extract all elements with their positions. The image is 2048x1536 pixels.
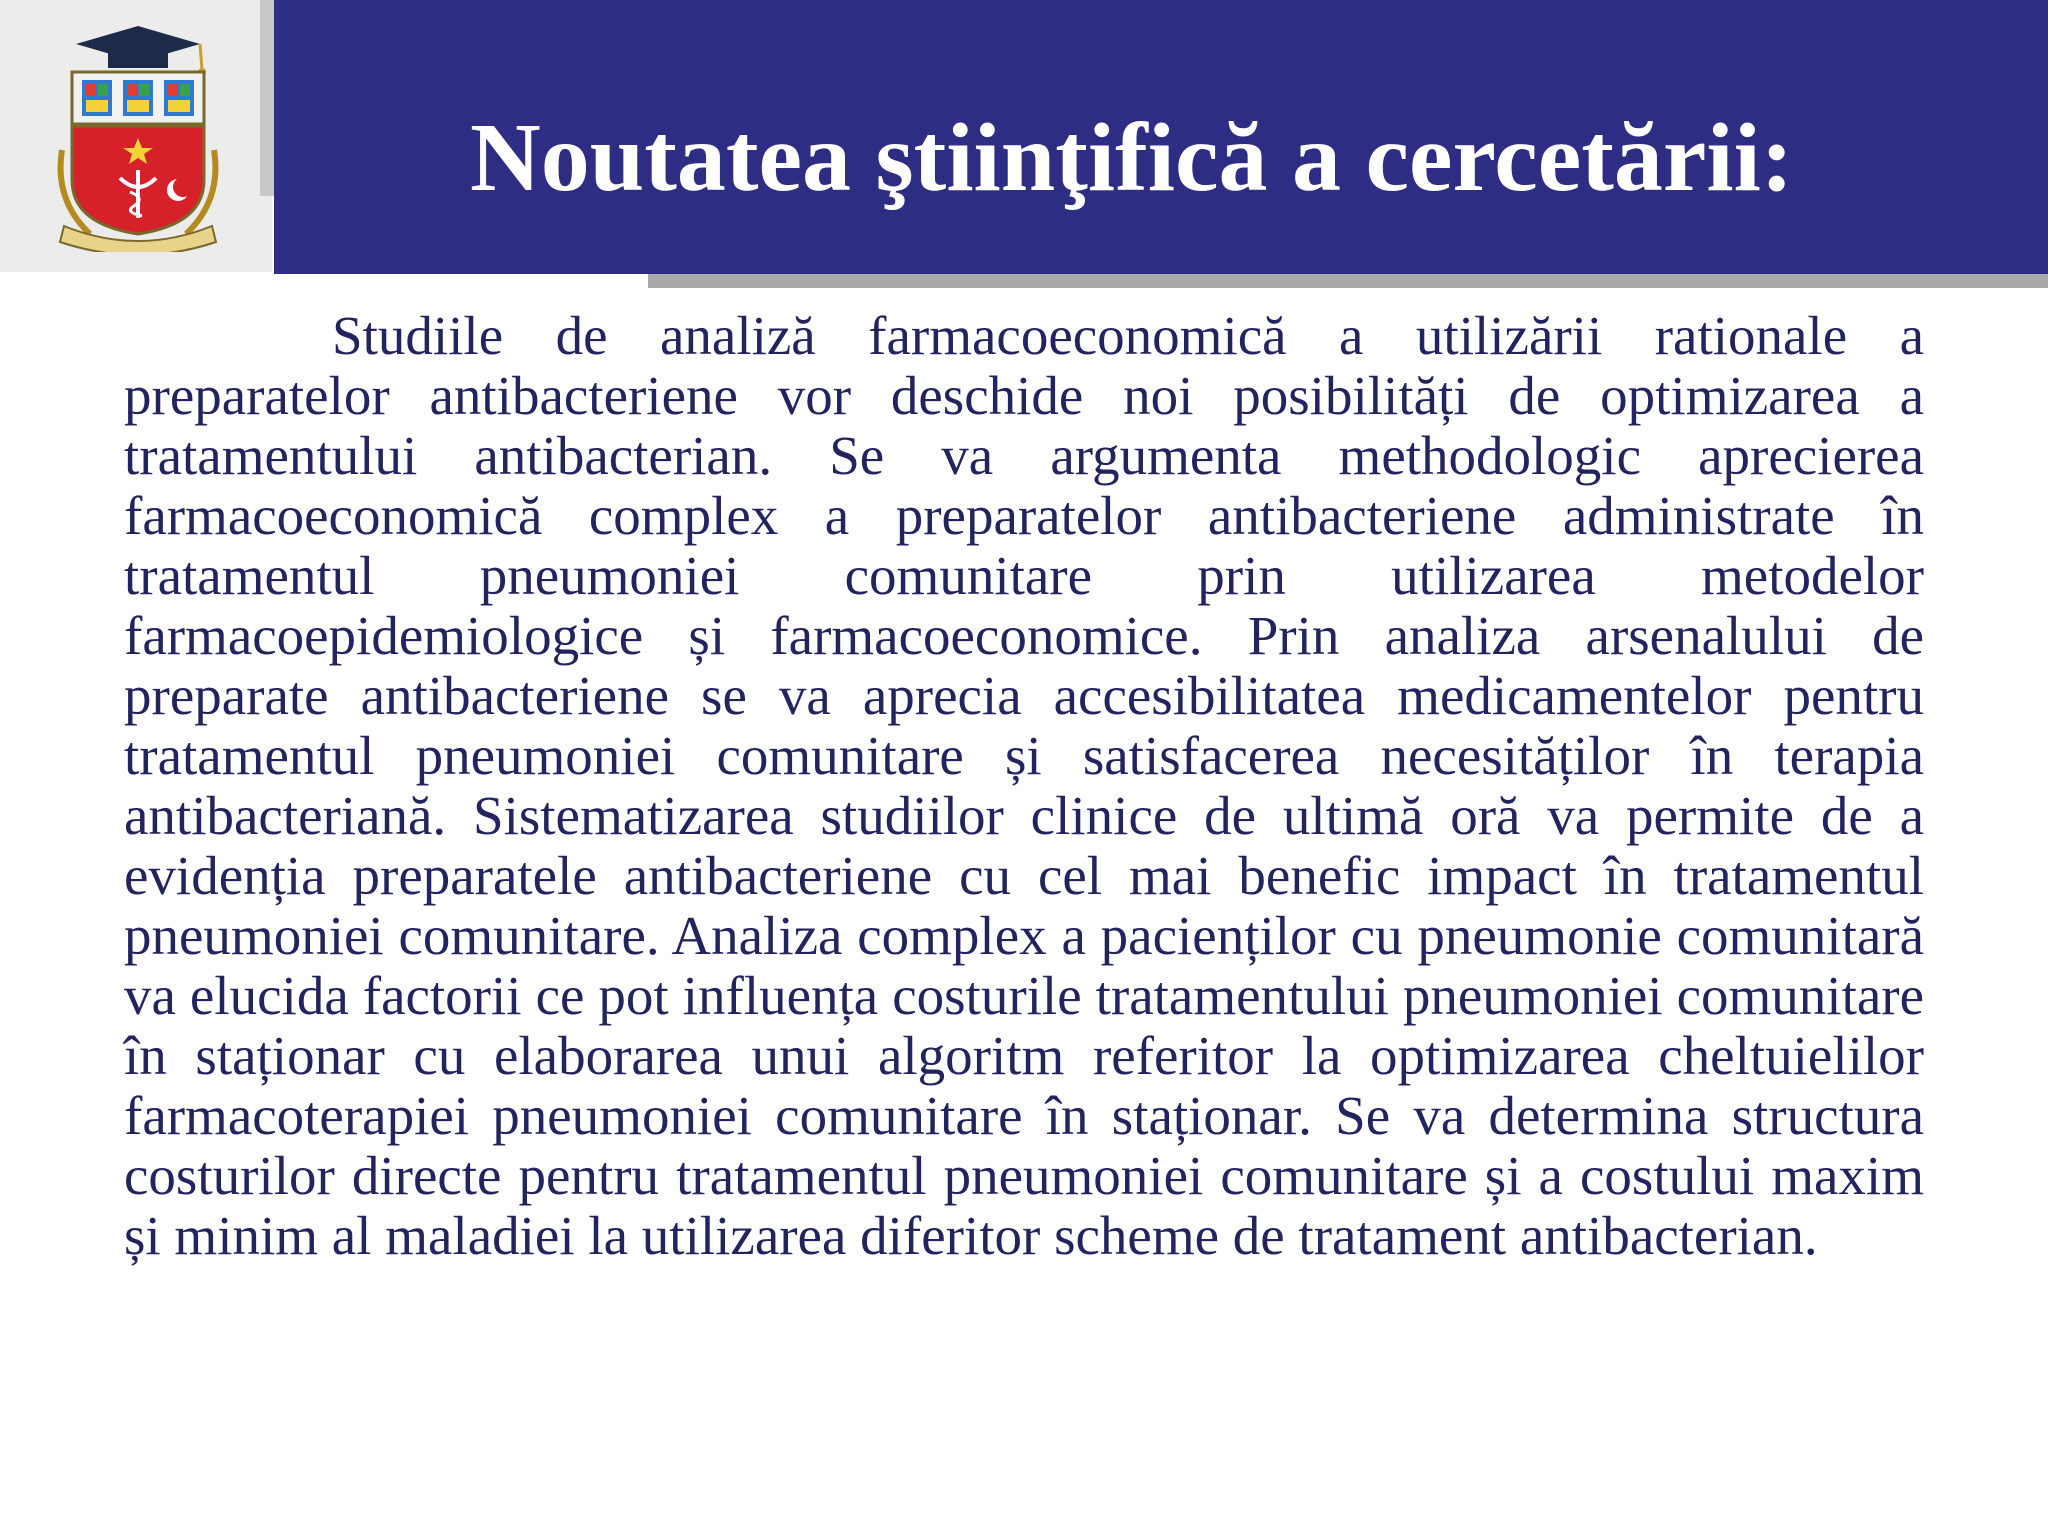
university-logo-icon [50, 20, 226, 252]
slide-title: Noutatea ştiinţifică a cercetării: [470, 104, 1794, 212]
title-banner-shadow [648, 274, 2048, 288]
slide-body-text: Studiile de analiză farmacoeconomică a utilizării rationale a preparatelor antibacteriene vor deschide noi posibilități de optimizarea a tratamentului antibacterian. Se va argumenta methodologic aprecierea farmacoeconomică complex a preparatelor antibacteriene administrate în tratamentul pneumoniei comunitare prin utilizarea metodelor farmacoepidemiologice și farmacoeconomice. Prin analiza arsenalului de preparate antibacteriene se va aprecia accesibilitatea medicamentelor pentru tratamentul pneumoniei comunitare și satisfacerea necesităților în terapia antibacteriană. Sistematizarea studiilor clinice de ultimă oră va permite de a evidenția preparatele antibacteriene cu cel mai benefic impact în tratamentul pneumoniei comunitare. Analiza complex a pacienților cu pneumonie comunitară va elucida factorii ce pot influența costurile tratamentului pneumoniei comunitare în staționar cu elaborarea unui algoritm referitor la optimizarea cheltuielilor farmacoterapiei pneumoniei comunitare în staționar. Se va determina structura costurilor directe pentru tratamentul pneumoniei comunitare și a costului maxim și minim al maladiei la utilizarea diferitor scheme de tratament antibacterian. [124, 305, 1924, 1266]
logo-divider [260, 0, 274, 196]
